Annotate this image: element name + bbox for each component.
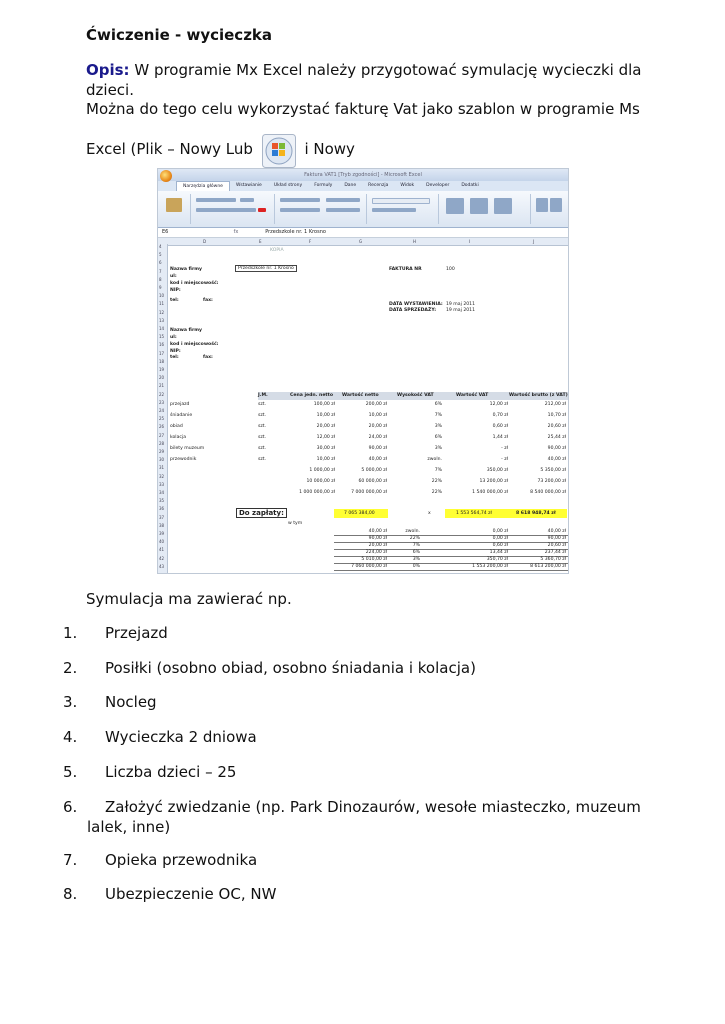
row-number: 34 [159, 490, 165, 495]
table-cell: obiad [170, 424, 183, 429]
description-line2: Można do tego celu wykorzystać fakturę Vat jako szablon w programie Ms [86, 100, 640, 118]
table-cell: 8 540 000,00 zł [530, 490, 566, 495]
office-orb-icon [160, 170, 172, 182]
excel-tab: Układ strony [273, 183, 303, 188]
list-item-number: 5. [63, 763, 78, 781]
row-number: 28 [159, 440, 165, 446]
street-label: ul: [170, 274, 177, 279]
summary-cell: 40,00 zł [547, 529, 566, 534]
column-header: D [203, 239, 207, 244]
row-number: 27 [159, 432, 165, 438]
table-cell: 22% [431, 479, 442, 484]
table-cell: 6% [434, 402, 442, 407]
excel-tab: Dane [344, 183, 357, 188]
do-zaplaty-label: Do zapłaty: [236, 508, 287, 518]
row-number: 29 [159, 449, 165, 454]
row-number: 19 [159, 367, 165, 372]
excel-title-bar [158, 169, 568, 181]
total-brutto: 8 618 948,74 zł [516, 511, 556, 516]
column-header: I [469, 239, 471, 244]
total-vat: 1 553 564,74 zł [456, 511, 492, 516]
list-item-text: Ubezpieczenie OC, NW [105, 885, 277, 903]
table-cell: 1 000 000,00 zł [299, 490, 335, 495]
summary-cell: 40,00 zł [368, 529, 387, 534]
table-cell: 20,00 zł [316, 424, 335, 429]
row-number: 21 [159, 383, 165, 389]
table-cell: 10 000,00 zł [306, 479, 335, 484]
table-cell: śniadanie [170, 413, 193, 418]
name-box: E6 [162, 229, 169, 235]
worksheet [158, 244, 568, 573]
table-cell: 3% [434, 446, 442, 451]
table-cell: 6% [434, 435, 442, 440]
summary-cell: 3% [412, 557, 420, 562]
list-item-number: 8. [63, 885, 78, 903]
table-cell: 60 000,00 zł [358, 479, 387, 484]
table-cell: 73 200,00 zł [537, 479, 566, 484]
table-cell: 212,00 zł [544, 402, 566, 407]
nip-label-2: NIP: [170, 349, 181, 354]
summary-cell: 90,00 zł [368, 536, 387, 541]
row-number: 13 [159, 317, 165, 323]
column-header: H [413, 239, 417, 244]
summary-cell: 350,70 zł [486, 557, 508, 562]
row-number: 14 [159, 326, 165, 331]
summary-cell: 7% [412, 543, 420, 548]
formula-content: Przedszkole nr. 1 Krosno [265, 229, 326, 235]
ribbon-group-clipboard [160, 194, 191, 224]
sale-date-label: DATA SPRZEDAŻY: [389, 308, 437, 313]
summary-cell: 8 613 200,00 zł [530, 564, 566, 569]
kopia-label: KOPIA [270, 248, 284, 253]
table-cell: 12,00 zł [489, 402, 508, 407]
invoice-number-value: 100 [446, 267, 455, 272]
table-cell: szt. [258, 424, 267, 429]
excel-ribbon-tabs [158, 181, 568, 191]
row-number: 18 [159, 358, 165, 364]
ribbon-group-font [192, 194, 275, 224]
table-cell: 12,00 zł [316, 435, 335, 440]
table-cell: 3% [434, 424, 442, 429]
excel-ribbon [158, 191, 568, 228]
page-title: Ćwiczenie - wycieczka [86, 26, 273, 44]
table-cell: 25,44 zł [547, 435, 566, 440]
ribbon-group-number [368, 194, 439, 224]
summary-cell: 20,00 zł [368, 543, 387, 548]
row-number: 20 [159, 375, 165, 381]
table-cell: 5 000,00 zł [361, 468, 387, 473]
description-line1: W programie Mx Excel należy przygotować symulację wycieczki dla dzieci. [86, 61, 642, 99]
column-header: G [359, 239, 363, 244]
street-label-2: ul: [170, 335, 177, 340]
table-cell: 20,00 zł [368, 424, 387, 429]
list-item-number: 1. [63, 624, 78, 642]
formula-fx-icon: fx [233, 229, 239, 235]
table-cell: 1,44 zł [492, 435, 508, 440]
sale-date-value: 19 maj 2011 [446, 308, 476, 313]
column-header: E [259, 239, 262, 244]
table-cell: przewodnik [170, 457, 197, 462]
row-number: 4 [159, 244, 162, 249]
table-cell: 100,00 zł [313, 402, 335, 407]
row-number: 40 [159, 539, 165, 545]
table-header: Wartość brutto (z VAT) [509, 393, 568, 398]
table-cell: szt. [258, 457, 267, 462]
formula-bar [158, 228, 568, 238]
row-number: 23 [159, 399, 165, 405]
table-header: Cena jedn. netto [290, 393, 333, 398]
company-name-label-2: Nazwa firmy [170, 328, 203, 333]
ribbon-group-styles [440, 194, 531, 224]
table-cell: kolacja [170, 435, 187, 440]
table-cell: 10,00 zł [316, 457, 335, 462]
list-item-text: Opieka przewodnika [105, 851, 258, 869]
row-number: 26 [159, 424, 165, 430]
summary-cell: 1 553 200,00 zł [472, 564, 508, 569]
row-numbers [158, 244, 168, 573]
row-number: 35 [159, 498, 165, 504]
summary-cell: 6% [412, 550, 420, 555]
fax-label: fax: [203, 298, 213, 303]
row-number: 32 [159, 473, 165, 479]
table-cell: 13 200,00 zł [479, 479, 508, 484]
table-cell: 24,00 zł [368, 435, 387, 440]
list-item-number: 7. [63, 851, 78, 869]
row-number: 22 [159, 391, 165, 397]
tel-label-2: tel: [170, 355, 179, 360]
summary-cell: 0,60 zł [492, 543, 508, 548]
excel-tab: Recenzja [368, 183, 389, 188]
summary-cell: 22% [409, 536, 420, 541]
column-header: F [309, 239, 312, 244]
list-item-number: 6. [63, 798, 78, 816]
row-number: 24 [159, 408, 165, 413]
table-cell: 40,00 zł [547, 457, 566, 462]
tel-label: tel: [170, 298, 179, 303]
row-number: 11 [159, 301, 165, 307]
description-label: Opis: [86, 61, 130, 79]
w-tym-label: w tym [288, 521, 303, 526]
list-item-number: 3. [63, 693, 78, 711]
table-header: Wartość VAT [456, 393, 489, 398]
summary-cell: 5 360,70 zł [540, 557, 566, 562]
issue-date-value: 19 maj 2011 [446, 302, 476, 307]
row-number: 12 [159, 309, 165, 315]
table-cell: przejazd [170, 402, 190, 407]
table-cell: - zł [501, 446, 508, 451]
summary-cell: 90,00 zł [547, 536, 566, 541]
list-item-text: Wycieczka 2 dniowa [105, 728, 257, 746]
table-cell: 10,70 zł [547, 413, 566, 418]
table-cell: szt. [258, 446, 267, 451]
summary-cell: 5 010,00 zł [361, 557, 387, 562]
excel-instruction-text-b: i Nowy [304, 140, 355, 158]
invoice-number-label: FAKTURA NR [389, 267, 422, 272]
summary-cell: 7 060 000,00 zł [351, 564, 387, 569]
row-number: 25 [159, 416, 165, 422]
excel-window-title: Faktura VAT1 [Tryb zgodności] - Microsoft Excel [304, 172, 422, 178]
table-cell: - zł [501, 457, 508, 462]
list-item-text: Liczba dzieci – 25 [105, 763, 237, 781]
table-cell: 5 350,00 zł [540, 468, 566, 473]
summary-cell: 0,00 zł [492, 536, 508, 541]
row-number: 10 [159, 293, 165, 299]
table-cell: 7 000 000,00 zł [351, 490, 387, 495]
row-number: 39 [159, 531, 165, 536]
ribbon-group-cells [532, 194, 566, 224]
excel-tab: Wstawianie [235, 183, 262, 188]
table-cell: bilety muzeum [170, 446, 205, 451]
table-cell: 90,00 zł [547, 446, 566, 451]
issue-date-label: DATA WYSTAWIENIA: [389, 302, 443, 307]
list-item-text: Nocleg [105, 693, 157, 711]
postcode-label: kod i miejscowość: [170, 281, 219, 286]
table-cell: 20,60 zł [547, 424, 566, 429]
simulation-heading: Symulacja ma zawierać np. [86, 590, 292, 608]
table-cell: 10,00 zł [368, 413, 387, 418]
table-cell: zwoln. [427, 457, 442, 462]
table-cell: 1 000,00 zł [309, 468, 335, 473]
table-cell: 22% [431, 490, 442, 495]
description [86, 61, 656, 120]
summary-row-line [334, 570, 568, 571]
excel-tab: Narzędzia główne [176, 181, 230, 191]
summary-cell: 20,60 zł [547, 543, 566, 548]
table-cell: 7% [434, 468, 442, 473]
company-name-value: Przedszkole nr. 1 Krosno [235, 265, 297, 272]
row-number: 16 [159, 342, 165, 348]
table-cell: 0,70 zł [492, 413, 508, 418]
total-x: x [428, 511, 431, 516]
list-item-number: 4. [63, 728, 78, 746]
row-number: 7 [159, 268, 162, 274]
row-number: 33 [159, 481, 165, 487]
excel-tab: Dodatki [461, 183, 479, 188]
table-cell: 30,00 zł [316, 446, 335, 451]
column-header: J [533, 239, 535, 244]
ribbon-group-alignment [276, 194, 367, 224]
excel-screenshot [157, 168, 569, 574]
row-number: 43 [159, 563, 165, 569]
excel-instruction [86, 134, 355, 168]
summary-cell: 224,00 zł [365, 550, 387, 555]
summary-cell: 13,44 zł [489, 550, 508, 555]
table-cell: 40,00 zł [368, 457, 387, 462]
row-number: 31 [159, 465, 165, 471]
row-number: 5 [159, 252, 162, 258]
nip-label: NIP: [170, 288, 181, 293]
table-cell: szt. [258, 435, 267, 440]
list-item-text: Przejazd [105, 624, 168, 642]
list-item-text: Założyć zwiedzanie (np. Park Dinozaurów, wesołe miasteczko, muzeum lalek, inne) [87, 798, 641, 836]
excel-tab: Formuły [314, 183, 333, 188]
postcode-label-2: kod i miejscowość: [170, 342, 219, 347]
row-number: 8 [159, 276, 162, 282]
table-cell: 350,00 zł [486, 468, 508, 473]
excel-instruction-text-a: Excel (Plik – Nowy Lub [86, 140, 253, 158]
table-cell: 1 540 000,00 zł [472, 490, 508, 495]
table-header: J.M. [258, 393, 268, 398]
summary-cell: 0% [412, 564, 420, 569]
row-number: 37 [159, 514, 165, 520]
list-item-text: Posiłki (osobno obiad, osobno śniadania i kolacja) [105, 659, 476, 677]
row-number: 9 [159, 285, 162, 290]
total-netto: 7 065 384,00 [344, 511, 375, 516]
table-cell: 200,00 zł [365, 402, 387, 407]
excel-tab: Developer [426, 183, 450, 188]
table-header: Wysokość VAT [397, 393, 434, 398]
table-cell: 7% [434, 413, 442, 418]
row-number: 17 [159, 350, 165, 356]
row-number: 6 [159, 260, 162, 266]
table-cell: szt. [258, 413, 267, 418]
table-cell: szt. [258, 402, 267, 407]
row-number: 42 [159, 555, 165, 561]
table-cell: 90,00 zł [368, 446, 387, 451]
row-number: 15 [159, 334, 165, 340]
table-header: Wartość netto [342, 393, 379, 398]
row-number: 38 [159, 522, 165, 528]
table-cell: 0,60 zł [492, 424, 508, 429]
summary-cell: zwoln. [405, 529, 420, 534]
row-number: 30 [159, 457, 165, 463]
excel-tab: Widok [400, 183, 415, 188]
row-number: 41 [159, 547, 165, 553]
summary-cell: 0,00 zł [492, 529, 508, 534]
company-name-label: Nazwa firmy [170, 267, 203, 272]
summary-cell: 237,44 zł [544, 550, 566, 555]
list-item-number: 2. [63, 659, 78, 677]
table-cell: 10,00 zł [316, 413, 335, 418]
row-number: 36 [159, 506, 165, 512]
fax-label-2: fax: [203, 355, 213, 360]
office-button-icon [262, 134, 296, 168]
